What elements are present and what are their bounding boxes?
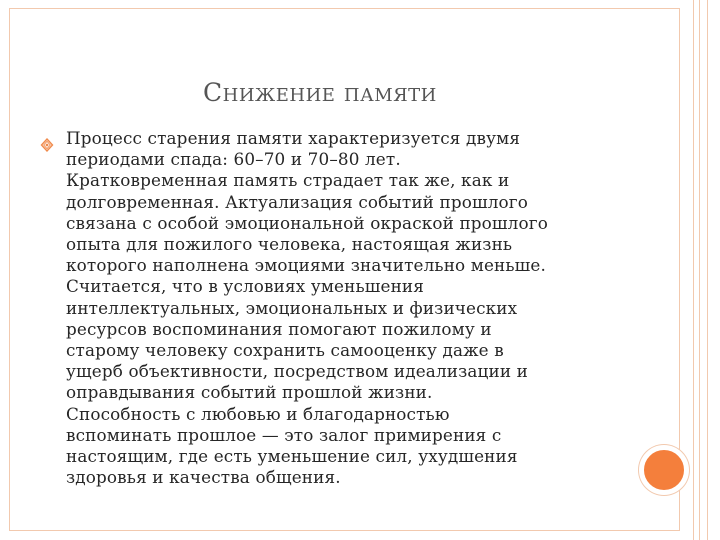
body-line: оправдывания событий прошлой жизни. [66, 382, 433, 403]
body-line: интеллектуальных, эмоциональных и физических [66, 297, 518, 318]
orange-circle-ornament [639, 445, 689, 495]
decorative-rule [707, 0, 708, 540]
body-line: периодами спада: 60–70 и 70–80 лет. [66, 149, 401, 170]
body-line: Процесс старения памяти характеризуется двумя [66, 128, 521, 148]
body-line: старому человеку сохранить самооценку даже в [66, 340, 504, 361]
body-line: Кратковременная память страдает так же, как и [66, 170, 510, 191]
body-line: Способность с любовью и благодарностью [66, 403, 450, 424]
body-line: настоящим, где есть уменьшение сил, ухудшения [66, 446, 518, 467]
body-line: ущерб объективности, посредством идеализации и [66, 361, 528, 382]
body-line: здоровья и качества общения. [66, 467, 341, 488]
decorative-rule [699, 0, 700, 540]
body-line: Считается, что в условиях уменьшения [66, 276, 424, 297]
slide-title: Снижение памяти [203, 78, 437, 107]
body-line: опыта для пожилого человека, настоящая жизнь [66, 234, 513, 255]
body-line: которого наполнена эмоциями значительно меньше. [66, 255, 546, 276]
body-line: связана с особой эмоциональной окраской прошлого [66, 212, 548, 233]
slide-body-text [66, 128, 636, 488]
diamond-bullet-icon [40, 137, 54, 151]
decorative-rule [693, 0, 694, 540]
body-line: долговременная. Актуализация событий прошлого [66, 191, 528, 212]
body-line: ресурсов воспоминания помогают пожилому и [66, 318, 492, 339]
body-line: вспоминать прошлое — это залог примирения с [66, 424, 502, 445]
